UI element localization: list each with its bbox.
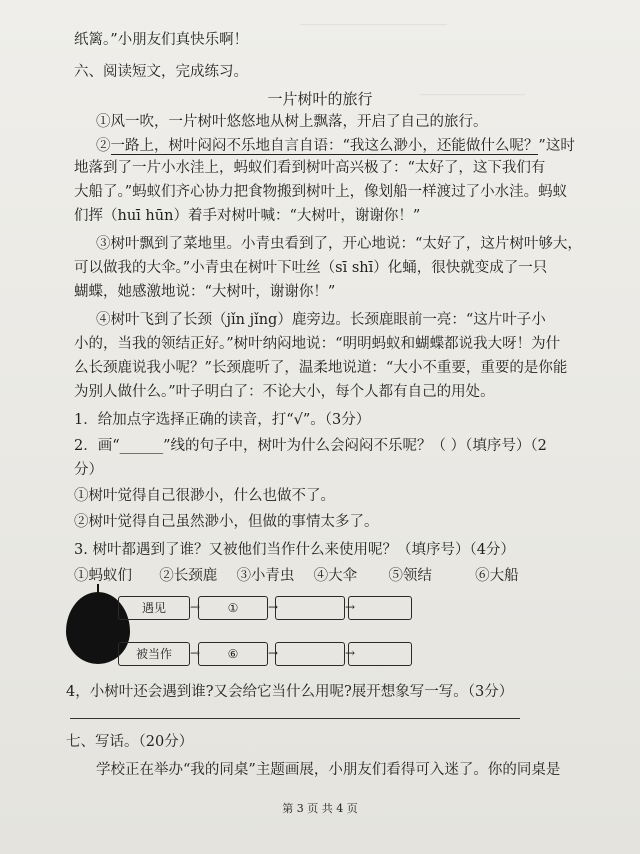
q3-options xyxy=(74,566,519,586)
question-2-continued: 分） xyxy=(74,462,103,478)
arrow-icon: → xyxy=(345,600,356,614)
passage-line: 为别人做什么。”叶子明白了：不论大小，每个人都有自己的用处。 xyxy=(74,384,495,400)
question-4: 4，小树叶还会遇到谁?又会给它当什么用呢?展开想象写一写。（3分） xyxy=(66,684,514,700)
diagram-label-used: 被当作 xyxy=(118,642,190,666)
q3-option: ④大伞 xyxy=(313,568,358,584)
question-2: 2．画“______”线的句子中，树叶为什么会闷闷不乐呢？（ ）（填序号）（2 xyxy=(74,438,547,454)
passage-line: 小的，当我的领结正好。”树叶纳闷地说：“明明蚂蚁和蝴蝶都说我大呀！为什 xyxy=(74,336,561,352)
section-heading: 六、阅读短文，完成练习。 xyxy=(74,64,248,80)
arrow-icon: → xyxy=(345,646,356,660)
q3-option: ②长颈鹿 xyxy=(159,568,218,584)
writing-prompt: 学校正在举办“我的同桌”主题画展，小朋友们看得可入迷了。你的同桌是 xyxy=(96,762,561,778)
q2-option: ①树叶觉得自己很渺小，什么也做不了。 xyxy=(74,488,335,504)
page-number: 第 3 页 共 4 页 xyxy=(282,802,358,815)
question-1: 1．给加点字选择正确的读音，打“√”。（3分） xyxy=(74,412,371,428)
passage-line: ③树叶飘到了菜地里。小青虫看到了，开心地说：“太好了，这片树叶够大， xyxy=(96,236,582,252)
passage-title: 一片树叶的旅行 xyxy=(267,90,373,108)
passage-segment: ② xyxy=(96,138,111,154)
q3-option: ①蚂蚁们 xyxy=(74,568,132,584)
bleed-through-text: _____________________ xyxy=(300,10,447,26)
passage-line: 蝴蝶，她感激地说：“大树叶，谢谢你！” xyxy=(74,284,336,300)
diagram-answer-box[interactable] xyxy=(275,642,345,666)
question-3: 3. 树叶都遇到了谁？又被他们当作什么来使用呢？（填序号）（4分） xyxy=(74,542,515,558)
diagram-answer-box[interactable] xyxy=(348,642,412,666)
q3-option: ⑥大船 xyxy=(475,568,519,584)
q3-option: ⑤领结 xyxy=(388,568,432,584)
bleed-through-text: _______________ xyxy=(420,80,525,96)
underlined-sentence: 一路上，树叶闷闷不乐地自言自语：“我这么渺小，还能做什么呢？ xyxy=(110,138,539,154)
q3-option: ③小青虫 xyxy=(236,568,295,584)
arrow-icon: → xyxy=(268,646,279,660)
answer-line[interactable] xyxy=(70,718,520,719)
passage-line: 么长颈鹿说我小呢？”长颈鹿听了，温柔地说道：“大小不重要，重要的是你能 xyxy=(74,360,568,376)
diagram-answer-box: ⑥ xyxy=(198,642,268,666)
q2-option: ②树叶觉得自己虽然渺小，但做的事情太多了。 xyxy=(74,514,379,530)
passage-line: 可以做我的大伞。”小青虫在树叶下吐丝（sī shī）化蛹，很快就变成了一只 xyxy=(74,260,548,276)
passage-line xyxy=(96,136,575,156)
passage-segment: ”这时 xyxy=(538,138,575,154)
passage-line: ④树叶飞到了长颈（jǐn jǐng）鹿旁边。长颈鹿眼前一亮：“这片叶子小 xyxy=(96,312,546,328)
diagram-answer-box: ① xyxy=(198,596,268,620)
arrow-icon: → xyxy=(190,600,201,614)
diagram-answer-box[interactable] xyxy=(275,596,345,620)
passage-line: 大船了。”蚂蚁们齐心协力把食物搬到树叶上，像划船一样渡过了小水洼。蚂蚁 xyxy=(74,184,568,200)
passage-line: 们挥（huī hūn）着手对树叶喊：“大树叶，谢谢你！” xyxy=(74,208,421,224)
diagram-label-met: 遇见 xyxy=(118,596,190,620)
section-heading: 七、写话。（20分） xyxy=(66,734,194,750)
arrow-icon: → xyxy=(268,600,279,614)
arrow-icon: → xyxy=(190,646,201,660)
passage-line: 地落到了一片小水洼上，蚂蚁们看到树叶高兴极了：“太好了，这下我们有 xyxy=(74,160,546,176)
passage-line: ①风一吹，一片树叶悠悠地从树上飘落，开启了自己的旅行。 xyxy=(96,114,488,130)
text-line: 纸篱。”小朋友们真快乐啊！ xyxy=(74,32,249,48)
diagram-answer-box[interactable] xyxy=(348,596,412,620)
